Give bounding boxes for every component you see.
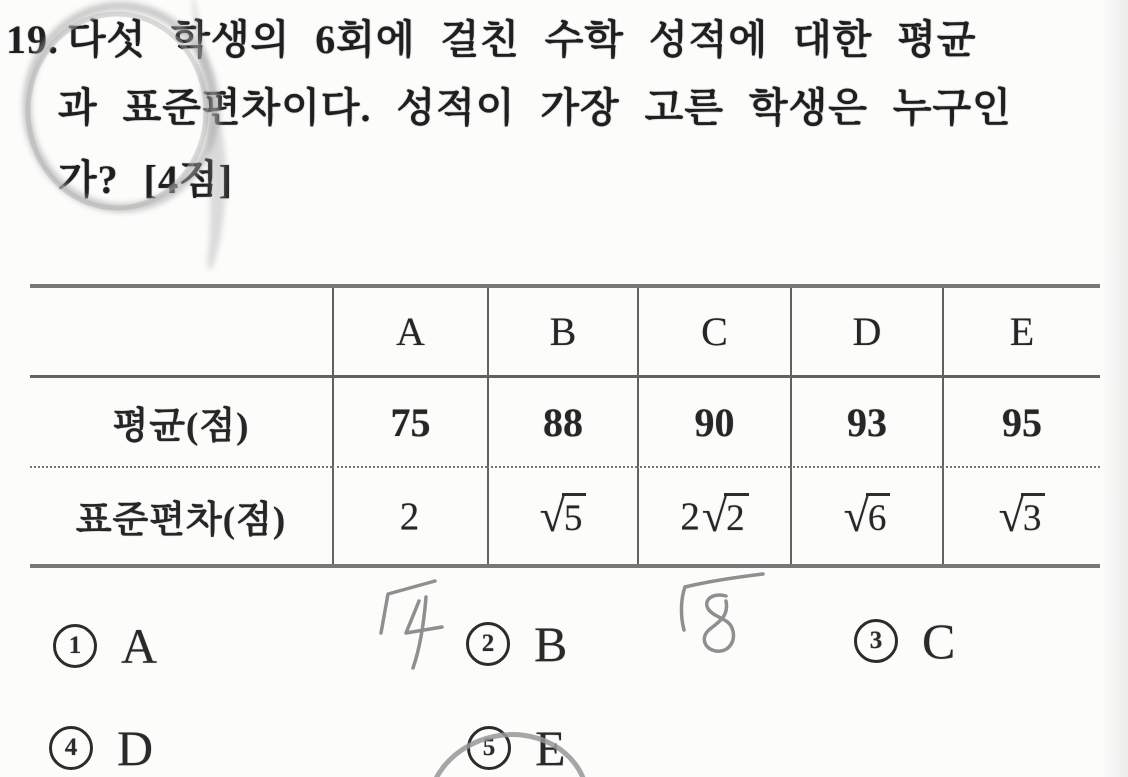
column-header-a: A (332, 288, 487, 378)
sd-coefficient: 2 (680, 494, 700, 538)
radical-sign: √ (701, 489, 728, 541)
column-header-d: D (790, 288, 942, 378)
option-1-circled-number: 1 (53, 624, 97, 668)
table-corner-cell (30, 288, 332, 378)
option-3-label: C (922, 613, 956, 669)
mean-value-e: 95 (942, 378, 1100, 468)
question-line-1 (6, 8, 977, 65)
option-5 (467, 720, 566, 776)
column-header-e: E (942, 288, 1100, 378)
sd-row-label: 표준편차(점) (75, 500, 287, 541)
handwritten-sqrt8-note (681, 574, 763, 651)
question-line-3: 가? [4점] (58, 157, 233, 202)
option-1-label: A (121, 618, 158, 674)
sd-radicand: 6 (866, 493, 891, 540)
option-3 (854, 613, 956, 669)
radical-sign: √ (539, 489, 565, 541)
option-4 (49, 720, 154, 776)
radical-sign: √ (843, 489, 869, 541)
sd-value-d (790, 468, 942, 564)
option-5-label: E (535, 720, 566, 776)
option-3-circled-number: 3 (854, 619, 898, 663)
column-header-c: C (637, 288, 790, 378)
handwritten-sqrt4-note (381, 581, 442, 668)
sd-value-e (942, 468, 1100, 564)
sd-coefficient: 2 (399, 494, 420, 538)
sd-value-b (487, 468, 637, 564)
question-line-2: 과 표준편차이다. 성적이 가장 고른 학생은 누구인 (58, 85, 1012, 130)
sd-radicand: 5 (562, 493, 587, 540)
scan-edge-shadow (1102, 0, 1128, 777)
question-number: 19. (6, 17, 59, 62)
sd-radicand: 3 (1021, 493, 1046, 540)
question-text-1: 다섯 학생의 6회에 걸친 수학 성적에 대한 평균 (67, 17, 977, 62)
column-header-b: B (487, 288, 637, 378)
radical-sign: √ (998, 489, 1024, 541)
sd-value-c (637, 468, 790, 564)
option-5-circled-number: 5 (467, 726, 511, 770)
scores-table (30, 284, 1100, 568)
sd-value-a (332, 468, 487, 564)
option-1 (53, 618, 158, 674)
option-2-label: B (534, 616, 568, 672)
option-4-label: D (117, 720, 154, 776)
mean-value-b: 88 (487, 378, 637, 468)
mean-row-label: 평균(점) (30, 378, 332, 468)
mean-value-d: 93 (790, 378, 942, 468)
option-4-circled-number: 4 (49, 726, 93, 770)
option-2 (466, 616, 568, 672)
option-2-circled-number: 2 (466, 622, 510, 666)
sd-radicand: 2 (724, 493, 749, 540)
mean-value-c: 90 (637, 378, 790, 468)
mean-value-a: 75 (332, 378, 487, 468)
